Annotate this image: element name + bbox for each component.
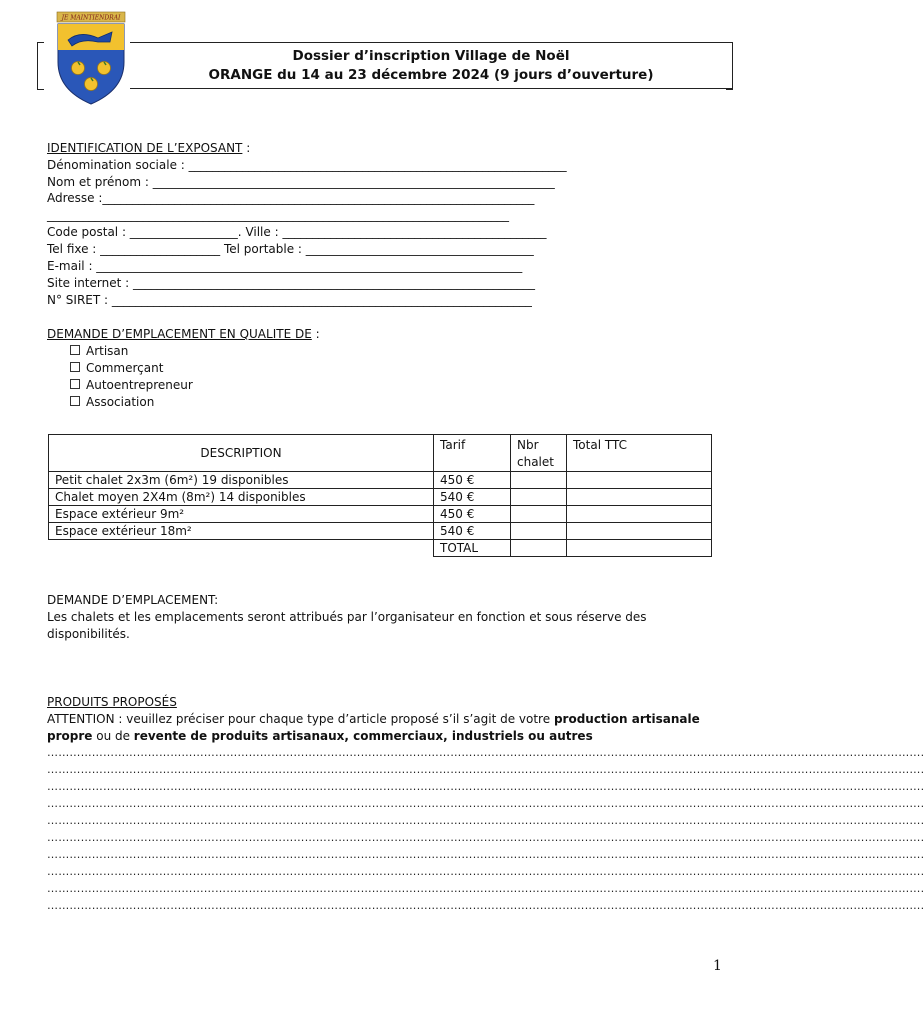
field-denomination[interactable]: Dénomination sociale : _______________________________________________________________ [47, 158, 567, 172]
checkbox-icon [70, 345, 80, 355]
dotted-line-3[interactable]: ………………………………………………………………………………………………………………………………………………………………………………………………………………. [47, 780, 924, 793]
table-total-row [49, 540, 712, 557]
svg-text:JE MAINTIENDRAI: JE MAINTIENDRAI [61, 14, 121, 22]
produits-attention-line1: ATTENTION : veuillez préciser pour chaque type d’article proposé s’il s’agit de votre production artisanale [47, 712, 700, 726]
row-total-input[interactable] [567, 506, 712, 523]
field-code-postal-ville[interactable]: Code postal : __________________. Ville : ____________________________________________ [47, 225, 547, 239]
dotted-line-10[interactable]: ………………………………………………………………………………………………………………………………………………………………………………………………………………. [47, 899, 924, 912]
header-tarif: Tarif [434, 435, 511, 472]
field-siret[interactable]: N° SIRET : ______________________________________________________________________ [47, 293, 532, 307]
table-row [49, 489, 712, 506]
table-row [49, 472, 712, 489]
row-description: Espace extérieur 9m² [49, 506, 434, 523]
header-total-ttc: Total TTC [567, 435, 712, 472]
row-tarif: 450 € [434, 506, 511, 523]
identification-heading: IDENTIFICATION DE L’EXPOSANT : [47, 141, 251, 155]
field-adresse[interactable]: Adresse :________________________________________________________________________ [47, 191, 535, 205]
field-telephones[interactable]: Tel fixe : ____________________ Tel portable : ______________________________________ [47, 242, 534, 256]
row-tarif: 540 € [434, 489, 511, 506]
title-frame-top [130, 42, 732, 43]
qualite-heading: DEMANDE D’EMPLACEMENT EN QUALITE DE : [47, 327, 320, 341]
header-nbr-chalet: Nbr chalet [511, 435, 567, 472]
checkbox-commercant[interactable]: Commerçant [70, 360, 163, 377]
dotted-line-7[interactable]: ………………………………………………………………………………………………………………………………………………………………………………………………………………. [47, 848, 924, 861]
dotted-line-8[interactable]: ………………………………………………………………………………………………………………………………………………………………………………………………………………. [47, 865, 924, 878]
emplacement-text-1: Les chalets et les emplacements seront attribués par l’organisateur en fonction et sous réserve des [47, 610, 647, 624]
dotted-line-4[interactable]: ………………………………………………………………………………………………………………………………………………………………………………………………………………. [47, 797, 924, 810]
total-ttc-input[interactable] [567, 540, 712, 557]
produits-attention-line2: propre ou de revente de produits artisanaux, commerciaux, industriels ou autres [47, 729, 593, 743]
checkbox-association[interactable]: Association [70, 394, 154, 411]
row-nbr-input[interactable] [511, 472, 567, 489]
checkbox-icon [70, 362, 80, 372]
table-row [49, 506, 712, 523]
total-nbr-input[interactable] [511, 540, 567, 557]
emplacement-heading: DEMANDE D’EMPLACEMENT: [47, 593, 219, 607]
tarifs-table [48, 434, 712, 557]
checkbox-artisan[interactable]: Artisan [70, 343, 128, 360]
produits-heading: PRODUITS PROPOSÉS [47, 695, 177, 709]
dotted-line-1[interactable]: ………………………………………………………………………………………………………………………………………………………………………………………………………………. [47, 746, 924, 759]
document-title: Dossier d’inscription Village de Noël [292, 48, 570, 64]
empty-cell [49, 540, 434, 557]
dotted-line-5[interactable]: ………………………………………………………………………………………………………………………………………………………………………………………………………………. [47, 814, 924, 827]
row-total-input[interactable] [567, 489, 712, 506]
row-total-input[interactable] [567, 472, 712, 489]
checkbox-icon [70, 379, 80, 389]
field-email[interactable]: E-mail : _______________________________________________________________________ [47, 259, 523, 273]
emplacement-text-2: disponibilités. [47, 627, 130, 641]
row-tarif: 450 € [434, 472, 511, 489]
row-total-input[interactable] [567, 523, 712, 540]
page-number: 1 [713, 958, 722, 974]
dotted-line-9[interactable]: ………………………………………………………………………………………………………………………………………………………………………………………………………………. [47, 882, 924, 895]
row-description: Chalet moyen 2X4m (8m²) 14 disponibles [49, 489, 434, 506]
field-nom-prenom[interactable]: Nom et prénom : ___________________________________________________________________ [47, 175, 555, 189]
row-tarif: 540 € [434, 523, 511, 540]
checkbox-autoentrepreneur[interactable]: Autoentrepreneur [70, 377, 193, 394]
document-subtitle: ORANGE du 14 au 23 décembre 2024 (9 jours d’ouverture) [208, 67, 654, 83]
row-description: Espace extérieur 18m² [49, 523, 434, 540]
field-site-internet[interactable]: Site internet : ___________________________________________________________________ [47, 276, 535, 290]
orange-coat-of-arms-logo [54, 10, 128, 106]
dotted-line-6[interactable]: ………………………………………………………………………………………………………………………………………………………………………………………………………………. [47, 831, 924, 844]
title-frame-bottom [130, 88, 732, 89]
row-nbr-input[interactable] [511, 523, 567, 540]
row-nbr-input[interactable] [511, 506, 567, 523]
total-label: TOTAL [434, 540, 511, 557]
table-row [49, 523, 712, 540]
row-description: Petit chalet 2x3m (6m²) 19 disponibles [49, 472, 434, 489]
row-nbr-input[interactable] [511, 489, 567, 506]
header-description: DESCRIPTION [49, 435, 434, 472]
checkbox-icon [70, 396, 80, 406]
field-adresse-suite[interactable]: _____________________________________________________________________________ [47, 208, 509, 222]
title-frame-left [37, 42, 44, 90]
dotted-line-2[interactable]: ………………………………………………………………………………………………………………………………………………………………………………………………………………. [47, 763, 924, 776]
